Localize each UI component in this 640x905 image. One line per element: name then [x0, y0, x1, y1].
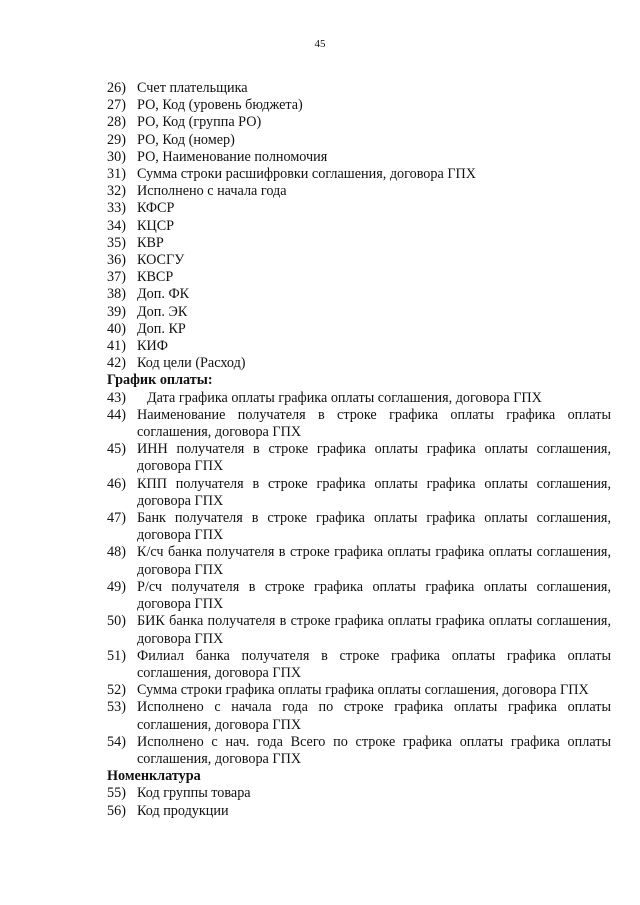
list-item	[107, 166, 611, 183]
requisites-list	[107, 80, 611, 372]
item-number: 56)	[107, 802, 126, 819]
item-text: Наименование получателя в строке графика оплаты графика оплаты соглашения, договора ГПХ	[137, 406, 611, 441]
list-item	[107, 441, 611, 475]
item-number: 26)	[107, 80, 126, 96]
item-number: 51)	[107, 647, 126, 664]
item-text: Доп. ФК	[137, 286, 190, 303]
item-number: 40)	[107, 320, 126, 337]
item-text: Филиал банка получателя в строке графика оплаты графика оплаты соглашения, договора ГПХ	[137, 647, 611, 681]
item-text: КПП получателя в строке графика оплаты графика оплаты соглашения, договора ГПХ	[137, 475, 611, 509]
page-number: 45	[314, 38, 326, 50]
item-text: КОСГУ	[137, 252, 185, 269]
list-item	[107, 699, 611, 733]
item-number: 33)	[107, 200, 126, 217]
item-number: 35)	[107, 234, 126, 251]
item-text: КЦСР	[137, 217, 175, 234]
item-text: Исполнено с начала года по строке графика оплаты графика оплаты соглашения, договора ГПХ	[137, 699, 611, 733]
list-item	[107, 544, 611, 578]
item-text: КИФ	[137, 338, 168, 355]
item-number: 31)	[107, 166, 126, 183]
item-text: РО, Код (группа РО)	[137, 114, 262, 131]
list-item	[107, 252, 611, 269]
list-item	[107, 785, 611, 802]
item-number: 32)	[107, 183, 126, 200]
list-item	[107, 613, 611, 647]
list-item	[107, 321, 611, 338]
list-item	[107, 304, 611, 321]
item-number: 44)	[107, 406, 126, 423]
list-item	[107, 648, 611, 682]
item-number: 29)	[107, 131, 126, 148]
item-number: 27)	[107, 97, 126, 114]
item-text: Код группы товара	[137, 785, 251, 802]
item-text: Исполнено с нач. года Всего по строке графика оплаты графика оплаты соглашения, договора ГПХ	[137, 733, 611, 767]
payment-schedule-list	[107, 390, 611, 768]
list-item	[107, 390, 611, 407]
item-number: 52)	[107, 682, 126, 699]
section-heading-payment-schedule: График оплаты:	[107, 372, 213, 389]
item-text: КФСР	[137, 200, 175, 217]
item-number: 42)	[107, 355, 126, 372]
item-text: Код цели (Расход)	[137, 355, 246, 372]
item-number: 47)	[107, 510, 126, 527]
list-item	[107, 149, 611, 166]
list-item	[107, 734, 611, 768]
list-item	[107, 97, 611, 114]
item-number: 41)	[107, 338, 126, 355]
item-number: 49)	[107, 578, 126, 595]
item-text: К/сч банка получателя в строке графика оплаты графика оплаты соглашения, договора ГПХ	[137, 544, 611, 578]
list-item	[107, 338, 611, 355]
item-text: Счет плательщика	[137, 80, 248, 96]
list-item	[107, 682, 611, 699]
item-text: РО, Наименование полномочия	[137, 148, 328, 165]
list-item	[107, 218, 611, 235]
item-number: 39)	[107, 303, 126, 320]
list-item	[107, 579, 611, 613]
list-item	[107, 286, 611, 303]
list-item	[107, 407, 611, 441]
item-text: ИНН получателя в строке графика оплаты графика оплаты соглашения, договора ГПХ	[137, 441, 611, 475]
list-item	[107, 183, 611, 200]
item-number: 28)	[107, 114, 126, 131]
item-number: 34)	[107, 217, 126, 234]
list-item	[107, 80, 611, 97]
item-number: 30)	[107, 148, 126, 165]
item-text: КВСР	[137, 269, 174, 286]
item-text: Сумма строки графика оплаты графика оплаты соглашения, договора ГПХ	[137, 682, 589, 699]
item-number: 55)	[107, 785, 126, 802]
item-number: 43)	[107, 389, 126, 406]
list-item	[107, 114, 611, 131]
list-item	[107, 803, 611, 820]
section-heading-nomenclature: Номенклатура	[107, 768, 201, 785]
item-text: Банк получателя в строке графика оплаты графика оплаты соглашения, договора ГПХ	[137, 510, 611, 544]
list-item	[107, 476, 611, 510]
item-number: 46)	[107, 475, 126, 492]
list-item	[107, 269, 611, 286]
item-number: 36)	[107, 252, 126, 269]
item-number: 50)	[107, 613, 126, 630]
item-text: Исполнено с начала года	[137, 183, 287, 200]
item-text: БИК банка получателя в строке графика оплаты графика оплаты соглашения, договора ГПХ	[137, 613, 611, 647]
item-number: 45)	[107, 441, 126, 458]
item-text: Код продукции	[137, 802, 229, 819]
item-text: РО, Код (номер)	[137, 131, 235, 148]
item-text: Сумма строки расшифровки соглашения, договора ГПХ	[137, 166, 477, 183]
list-item	[107, 510, 611, 544]
item-text: Доп. ЭК	[137, 303, 188, 320]
item-text: Дата графика оплаты графика оплаты соглашения, договора ГПХ	[147, 389, 542, 406]
item-number: 38)	[107, 286, 126, 303]
item-number: 53)	[107, 699, 126, 716]
list-item	[107, 200, 611, 217]
item-text: Р/сч получателя в строке графика оплаты графика оплаты соглашения, договора ГПХ	[137, 578, 611, 613]
item-text: Доп. КР	[137, 320, 186, 337]
item-number: 37)	[107, 269, 126, 286]
item-text: РО, Код (уровень бюджета)	[137, 97, 303, 114]
item-number: 48)	[107, 544, 126, 561]
document-body	[107, 80, 611, 820]
list-item	[107, 132, 611, 149]
list-item	[107, 355, 611, 372]
item-text: КВР	[137, 234, 164, 251]
nomenclature-list	[107, 785, 611, 819]
item-number: 54)	[107, 733, 126, 750]
list-item	[107, 235, 611, 252]
